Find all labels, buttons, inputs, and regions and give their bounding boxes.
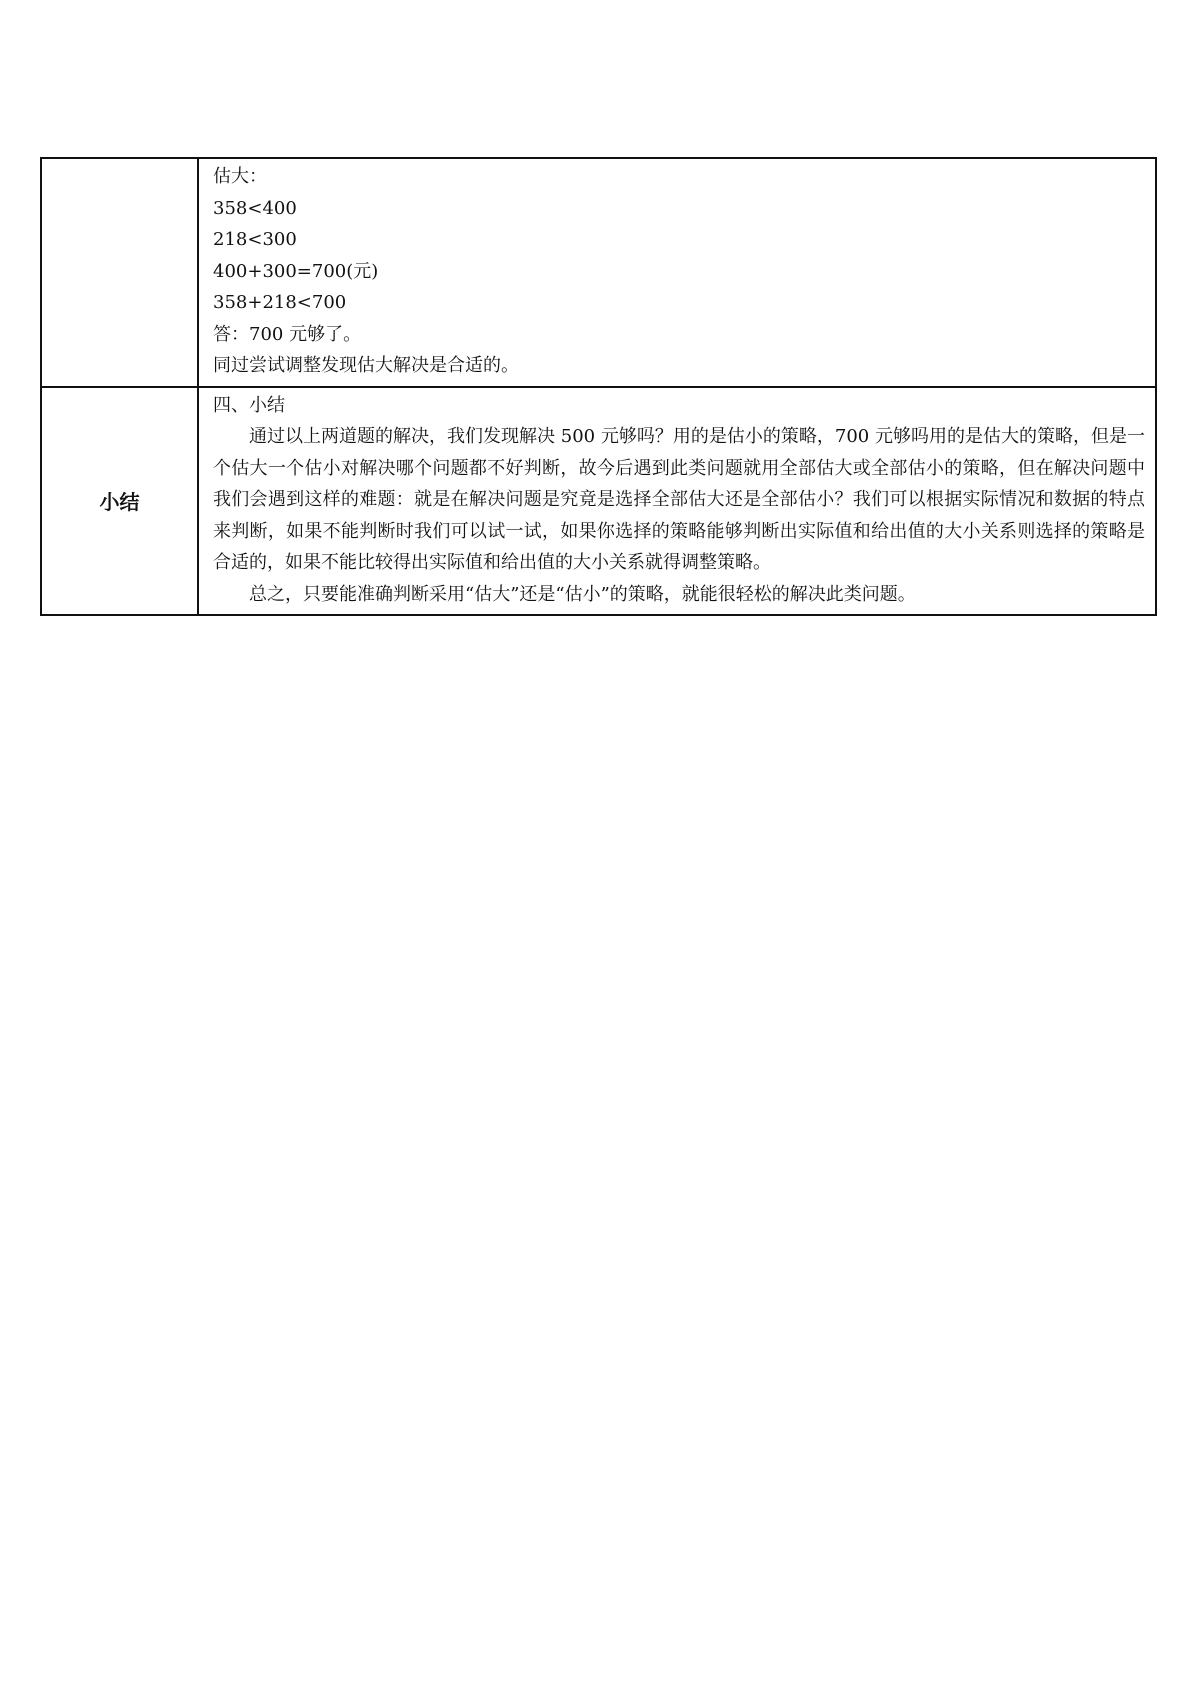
comparison-line: 358<400 <box>213 197 297 219</box>
row-label-empty <box>41 158 198 387</box>
summary-paragraph: 通过以上两道题的解决，我们发现解决 500 元够吗？用的是估小的策略，700 元够吗用的是估大的策略，但是一个估大一个估小对解决哪个问题都不好判断，故今后遇到此类问题就用全部估大或全部估小的策略，但在解决问题中我们会遇到这样的难题：就是在解决问题是究竟是选择全部估大还是全部估小？我们可以根据实际情况和数据的特点来判断，如果不能判断时我们可以试一试，如果你选择的策略能够判断出实际值和给出值的大小关系则选择的策略是合适的，如果不能比较得出实际值和给出值的大小关系就得调整策略。 <box>213 426 1145 573</box>
summary-content <box>199 388 1155 615</box>
table-row <box>41 387 1156 616</box>
summary-cell <box>198 387 1156 616</box>
comparison-line: 218<300 <box>213 229 297 250</box>
lesson-table <box>40 157 1157 616</box>
sum-line: 400+300=700(元) <box>213 260 379 282</box>
estimate-heading: 估大： <box>213 166 267 187</box>
table-row <box>41 158 1156 387</box>
estimate-large-content <box>199 159 1155 386</box>
row-label-summary: 小结 <box>41 387 198 616</box>
summary-closing-paragraph: 总之，只要能准确判断采用“估大”还是“估小”的策略，就能很轻松的解决此类问题。 <box>249 583 916 605</box>
conclusion-line: 同过尝试调整发现估大解决是合适的。 <box>213 355 519 376</box>
summary-heading: 四、小结 <box>213 394 285 416</box>
comparison-line: 358+218<700 <box>213 292 347 313</box>
estimate-large-cell <box>198 158 1156 387</box>
answer-line: 答：700 元够了。 <box>213 323 362 345</box>
